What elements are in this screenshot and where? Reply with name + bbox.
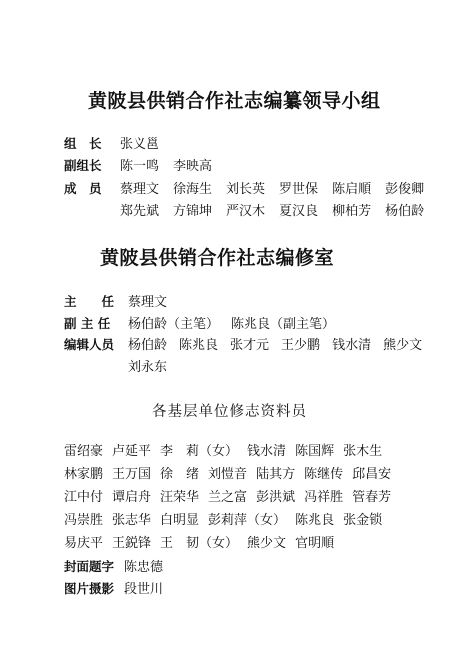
person-name: 王 韧（女）: [160, 536, 239, 551]
credit-label: 图片摄影: [64, 581, 115, 596]
person-name: 钱水清: [247, 444, 287, 459]
row-label: 副 主 任: [64, 316, 111, 331]
person-name: 张志华: [112, 513, 152, 528]
person-name: 陆其方: [256, 467, 296, 482]
person-name: 徐 绪: [160, 467, 200, 482]
person-name: 林家鹏: [64, 467, 104, 482]
person-name: 彭莉萍（女）: [208, 513, 287, 528]
person-name: 张义邕: [120, 137, 160, 152]
grassroots-title: 各基层单位修志资料员: [152, 404, 307, 420]
person-name: 蔡理文: [120, 182, 160, 197]
person-name: 熊少文: [383, 338, 423, 353]
person-name: 夏汉良: [279, 204, 319, 219]
person-name: 熊少文: [247, 536, 287, 551]
person-name: 刘永东: [128, 360, 168, 375]
person-name: 王少鹏: [281, 338, 321, 353]
editorial-title: 黄陂县供销合作社志编修室: [100, 247, 335, 269]
person-name: 郑先斌: [120, 204, 160, 219]
person-name: 管春芳: [352, 490, 392, 505]
person-name: 冯崇胜: [64, 513, 104, 528]
person-name: 徐海生: [173, 182, 213, 197]
row-label: 副组长: [64, 158, 102, 173]
grassroots-row: [64, 440, 391, 459]
person-name: 汪荣华: [160, 490, 200, 505]
editorial-row-editors-cont: [64, 356, 179, 375]
person-name: 陈忠德: [124, 560, 164, 575]
person-name: 刘愷音: [208, 467, 248, 482]
person-name: 谭启舟: [112, 490, 152, 505]
person-name: 陈一鸣: [120, 159, 160, 174]
person-name: 官明順: [295, 536, 335, 551]
person-name: 兰之富: [208, 490, 248, 505]
person-name: 蔡理文: [128, 295, 168, 310]
person-name: 陈继传: [304, 467, 344, 482]
person-name: 陈启順: [332, 182, 372, 197]
leadership-row-leader: [64, 133, 173, 152]
row-label: 主 任: [64, 294, 115, 309]
person-name: 冯祥胜: [304, 490, 344, 505]
editorial-row-deputy-director: [64, 313, 347, 332]
grassroots-row: [64, 463, 400, 482]
person-name: 彭俊卿: [385, 182, 425, 197]
person-name: 陈兆良: [179, 338, 219, 353]
credit-photography: [64, 578, 175, 597]
person-name: 杨伯龄: [128, 338, 168, 353]
editorial-row-director: [64, 291, 179, 310]
person-name: 段世川: [124, 582, 164, 597]
leadership-row-members: [64, 178, 438, 197]
person-name: 张木生: [343, 444, 383, 459]
person-name: 杨伯龄（主笔）: [128, 317, 220, 332]
person-name: 邱昌安: [352, 467, 392, 482]
grassroots-row: [64, 509, 391, 528]
person-name: 钱水清: [332, 338, 372, 353]
leadership-title: 黄陂县供销合作社志编纂领导小组: [88, 90, 381, 112]
person-name: 罗世保: [279, 182, 319, 197]
person-name: 陈国辉: [295, 444, 335, 459]
person-name: 卢延平: [112, 444, 152, 459]
person-name: 张才元: [230, 338, 270, 353]
row-label: 成 员: [64, 181, 102, 196]
person-name: 陈兆良（副主笔）: [231, 317, 336, 332]
person-name: 王万国: [112, 467, 152, 482]
credit-cover-calligraphy: [64, 556, 175, 575]
credit-label: 封面题字: [64, 559, 115, 574]
person-name: 柳柏芳: [332, 204, 372, 219]
person-name: 严汉木: [226, 204, 266, 219]
person-name: 杨伯龄: [385, 204, 425, 219]
person-name: 方锦坤: [173, 204, 213, 219]
person-name: 白明显: [160, 513, 200, 528]
leadership-row-deputy: [64, 155, 226, 174]
grassroots-row: [64, 532, 343, 551]
person-name: 张金锁: [343, 513, 383, 528]
leadership-row-members-cont: [64, 200, 438, 219]
editorial-row-editors: [64, 334, 434, 353]
person-name: 彭洪斌: [256, 490, 296, 505]
person-name: 李映高: [173, 159, 213, 174]
person-name: 李 莉（女）: [160, 444, 239, 459]
person-name: 江中付: [64, 490, 104, 505]
row-label: 编辑人员: [64, 337, 115, 352]
person-name: 陈兆良: [295, 513, 335, 528]
person-name: 刘长英: [226, 182, 266, 197]
person-name: 王鋭锋: [112, 536, 152, 551]
person-name: 易庆平: [64, 536, 104, 551]
row-label: 组 长: [64, 136, 102, 151]
grassroots-row: [64, 486, 400, 505]
person-name: 雷绍豪: [64, 444, 104, 459]
